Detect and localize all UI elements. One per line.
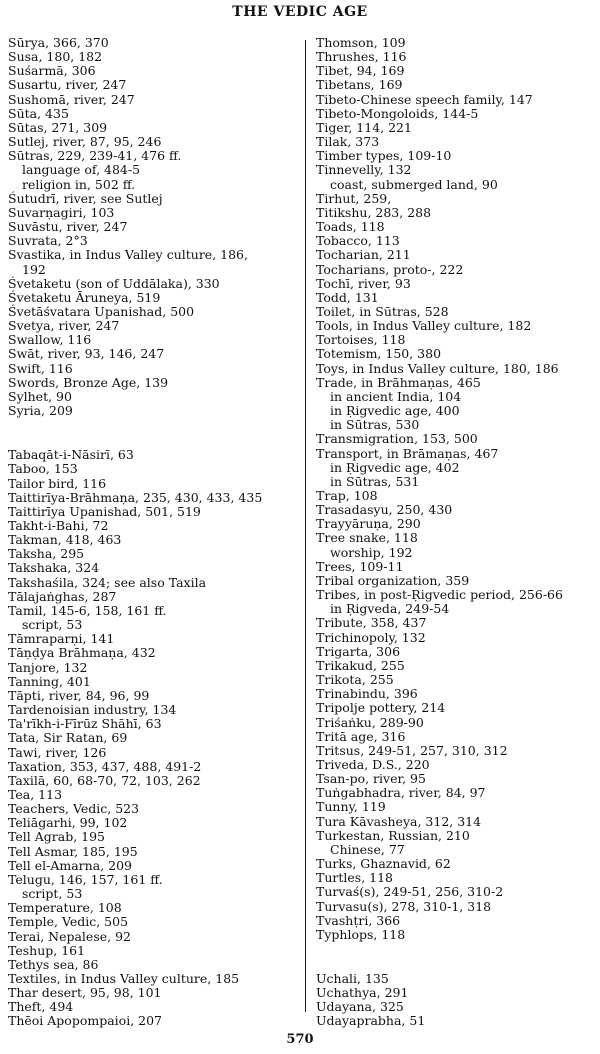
index-entry: Teshup, 161 [8, 942, 86, 958]
index-entry: Trasadasyu, 250, 430 [316, 502, 453, 518]
index-entry: Tsan-po, river, 95 [316, 771, 426, 787]
index-entry: Śvetāśvatara Upanishad, 500 [8, 303, 195, 319]
index-subentry: religion in, 502 ff. [22, 176, 136, 192]
index-entry: Uchathya, 291 [316, 985, 409, 1001]
page-number: 570 [286, 1032, 314, 1047]
index-subentry: in Ṛigvedic age, 400 [330, 403, 460, 419]
section-gap [8, 418, 298, 448]
index-entry: Tocharians, proto-, 222 [316, 261, 464, 277]
index-entry: Temple, Vedic, 505 [8, 914, 129, 930]
index-entry: Taittirīya-Brāhmaṇa, 235, 430, 433, 435 [8, 489, 263, 505]
index-entry: Titikshu, 283, 288 [316, 204, 432, 220]
index-entry: Uchali, 135 [316, 971, 389, 986]
index-entry: Swāt, river, 93, 146, 247 [8, 346, 165, 362]
index-entry: Tāṇḍya Brāhmaṇa, 432 [8, 645, 156, 661]
index-entry: Tibetans, 169 [316, 77, 403, 93]
index-entry: Tata, Sir Ratan, 69 [8, 730, 128, 746]
index-entry: Sushomā, river, 247 [8, 91, 135, 107]
index-entry: Swallow, 116 [8, 332, 92, 348]
index-entry: Tochī, river, 93 [316, 275, 411, 291]
index-entry: Svastika, in Indus Valley culture, 186, [8, 247, 248, 263]
index-entry: Tamil, 145-6, 158, 161 ff. [8, 602, 167, 618]
index-entry: Textiles, in Indus Valley culture, 185 [8, 971, 240, 986]
index-entry: Tree snake, 118 [316, 530, 418, 546]
index-entry: Sūrya, 366, 370 [8, 35, 109, 50]
index-entry: Trikota, 255 [316, 672, 394, 688]
index-entry: Typhlops, 118 [316, 926, 406, 942]
index-entry: Tibet, 94, 169 [316, 63, 405, 79]
index-subentry: in Sūtras, 531 [330, 473, 420, 489]
index-entry: Thēoi Apopompaioi, 207 [8, 1013, 162, 1029]
index-entry: Tunny, 119 [316, 799, 386, 815]
index-entry: Śutudrī, river, see Sutlej [8, 190, 163, 206]
index-entry: Takshaśila, 324; see also Taxila [8, 574, 207, 590]
index-entry: Tardenoisian industry, 134 [8, 702, 177, 718]
index-entry: Tell Asmar, 185, 195 [8, 843, 138, 859]
index-entry: Thar desert, 95, 98, 101 [8, 985, 162, 1001]
index-entry: Tibeto-Chinese speech family, 147 [316, 91, 533, 107]
index-entry: Sūta, 435 [8, 105, 69, 121]
index-entry: Udayana, 325 [316, 999, 404, 1015]
index-entry: Sutlej, river, 87, 95, 246 [8, 134, 162, 150]
index-entry: Takht-i-Bahi, 72 [8, 518, 109, 533]
index-entry: Trichinopoly, 132 [316, 629, 426, 645]
index-entry: Timber types, 109-10 [316, 148, 452, 164]
index-entry: Tortoises, 118 [316, 332, 406, 348]
index-entry: Susartu, river, 247 [8, 77, 127, 93]
index-subentry: worship, 192 [330, 544, 413, 560]
index-entry: Tailor bird, 116 [8, 475, 107, 491]
index-entry: Sylhet, 90 [8, 388, 72, 404]
index-entry: Svetya, river, 247 [8, 318, 120, 334]
index-subentry: in ancient India, 104 [330, 388, 462, 404]
index-entry: Śvetaketu (son of Uddālaka), 330 [8, 275, 220, 291]
index-column-left [8, 36, 298, 1029]
index-entry: Swords, Bronze Age, 139 [8, 374, 169, 390]
index-entry: Suvrata, 2°3 [8, 233, 88, 249]
index-entry: Thrushes, 116 [316, 49, 407, 65]
index-entry: Tibeto-Mongoloids, 144-5 [316, 105, 479, 121]
index-entry: Trayyāruṇa, 290 [316, 516, 421, 532]
index-entry: Tripolje pottery, 214 [316, 700, 446, 716]
index-entry: Turvaś(s), 249-51, 256, 310-2 [316, 884, 504, 900]
index-entry: Tāmraparṇi, 141 [8, 631, 115, 647]
index-subentry: in Ṛigvedic age, 402 [330, 459, 460, 475]
index-entry: Tribes, in post-Ṛigvedic period, 256-66 [316, 587, 563, 603]
index-entry: Tobacco, 113 [316, 233, 400, 249]
index-entry: Telugu, 146, 157, 161 ff. [8, 871, 163, 887]
index-entry: Śvetaketu Āruneya, 519 [8, 289, 161, 305]
index-entry: Trikakud, 255 [316, 657, 405, 673]
index-entry: Sūtras, 229, 239-41, 476 ff. [8, 148, 182, 164]
index-entry: Temperature, 108 [8, 900, 122, 916]
index-entry: Turkestan, Russian, 210 [316, 827, 470, 843]
index-entry: Tools, in Indus Valley culture, 182 [316, 318, 532, 334]
index-subentry: script, 53 [22, 886, 83, 902]
index-entry: Taxilā, 60, 68-70, 72, 103, 262 [8, 772, 201, 788]
index-entry: Taittirīya Upanishad, 501, 519 [8, 503, 201, 519]
index-entry: Thomson, 109 [316, 35, 406, 50]
index-entry: Tāpti, river, 84, 96, 99 [8, 687, 150, 703]
index-entry: Taksha, 295 [8, 546, 85, 562]
index-entry: Trap, 108 [316, 488, 378, 503]
index-subentry: in Ṛigveda, 249-54 [330, 601, 450, 617]
index-entry: Tocharian, 211 [316, 247, 411, 263]
index-entry: Swift, 116 [8, 360, 73, 376]
index-entry: Totemism, 150, 380 [316, 346, 442, 362]
index-entry: Ta'rīkh-i-Fīrūz Shāhī, 63 [8, 716, 162, 732]
index-entry: Transmigration, 153, 500 [316, 431, 478, 447]
index-entry: Tethys sea, 86 [8, 956, 99, 972]
index-entry: Takman, 418, 463 [8, 532, 122, 548]
index-entry: Tiger, 114, 221 [316, 119, 412, 135]
index-entry: Tinnevelly, 132 [316, 162, 412, 178]
index-entry: Trinabindu, 396 [316, 686, 418, 702]
index-entry: Sūtas, 271, 309 [8, 119, 108, 135]
index-subentry: script, 53 [22, 617, 83, 633]
index-entry: Teliāgarhi, 99, 102 [8, 815, 128, 831]
index-entry: Syria, 209 [8, 403, 73, 419]
index-entry: Tanning, 401 [8, 673, 91, 689]
index-entry: Tawi, river, 126 [8, 744, 107, 760]
index-entry: Suśarmā, 306 [8, 63, 96, 79]
index-entry: Toys, in Indus Valley culture, 180, 186 [316, 360, 559, 376]
index-entry: Toads, 118 [316, 219, 385, 235]
index-entry: Takshaka, 324 [8, 560, 100, 576]
index-entry: Tuṅgabhadra, river, 84, 97 [316, 785, 486, 801]
index-subentry: language of, 484-5 [22, 162, 141, 178]
index-entry: Taboo, 153 [8, 461, 78, 477]
index-entry: Tabaqāt-i-Nāsirī, 63 [8, 447, 134, 463]
index-entry: Suvāstu, river, 247 [8, 219, 128, 235]
index-entry: Susa, 180, 182 [8, 49, 103, 65]
index-subentry: coast, submerged land, 90 [330, 176, 498, 192]
index-entry: Trade, in Brāhmaṇas, 465 [316, 374, 481, 390]
index-subentry: in Sūtras, 530 [330, 417, 420, 433]
index-entry: Tirhut, 259, [316, 190, 392, 206]
index-entry: Taxation, 353, 437, 488, 491-2 [8, 758, 202, 774]
index-entry: Terai, Nepalese, 92 [8, 928, 131, 944]
index-entry: Tanjore, 132 [8, 659, 88, 675]
index-entry: Tea, 113 [8, 786, 63, 802]
index-entry: Triśaṅku, 289-90 [316, 714, 424, 730]
index-entry: Todd, 131 [316, 289, 379, 305]
index-entry: Tritā age, 316 [316, 728, 406, 744]
index-entry: Tell el-Amarna, 209 [8, 857, 132, 873]
index-entry: Turvasu(s), 278, 310-1, 318 [316, 898, 492, 914]
index-entry: Tritsus, 249-51, 257, 310, 312 [316, 742, 508, 758]
index-entry: Tribal organization, 359 [316, 572, 470, 588]
index-entry: Trees, 109-11 [316, 558, 404, 574]
index-entry: Tura Kāvasheya, 312, 314 [316, 813, 482, 829]
index-subentry: Chinese, 77 [330, 841, 405, 857]
section-gap [316, 942, 598, 972]
index-entry: Turks, Ghaznavid, 62 [316, 856, 451, 872]
column-divider [305, 40, 306, 1012]
index-entry: Tālajaṅghas, 287 [8, 588, 117, 604]
index-entry: Triveda, D.S., 220 [316, 756, 430, 772]
index-entry: Tvashṭri, 366 [316, 912, 401, 928]
index-entry: Tribute, 358, 437 [316, 615, 427, 631]
index-entry: Theft, 494 [8, 999, 74, 1015]
index-entry: Transport, in Brāmaṇas, 467 [316, 445, 499, 461]
index-entry: Tell Agrab, 195 [8, 829, 105, 845]
index-entry: Tilak, 373 [316, 134, 380, 150]
index-entry: Trigarta, 306 [316, 643, 401, 659]
running-head: THE VEDIC AGE [232, 4, 368, 20]
index-entry: Turtles, 118 [316, 870, 394, 886]
index-entry: Teachers, Vedic, 523 [8, 801, 140, 817]
index-entry: Suvarṇagiri, 103 [8, 204, 115, 220]
index-column-right [316, 36, 598, 1029]
index-entry: Toilet, in Sūtras, 528 [316, 303, 449, 319]
index-entry: Udayaprabha, 51 [316, 1013, 426, 1029]
index-entry: 192 [22, 261, 46, 277]
